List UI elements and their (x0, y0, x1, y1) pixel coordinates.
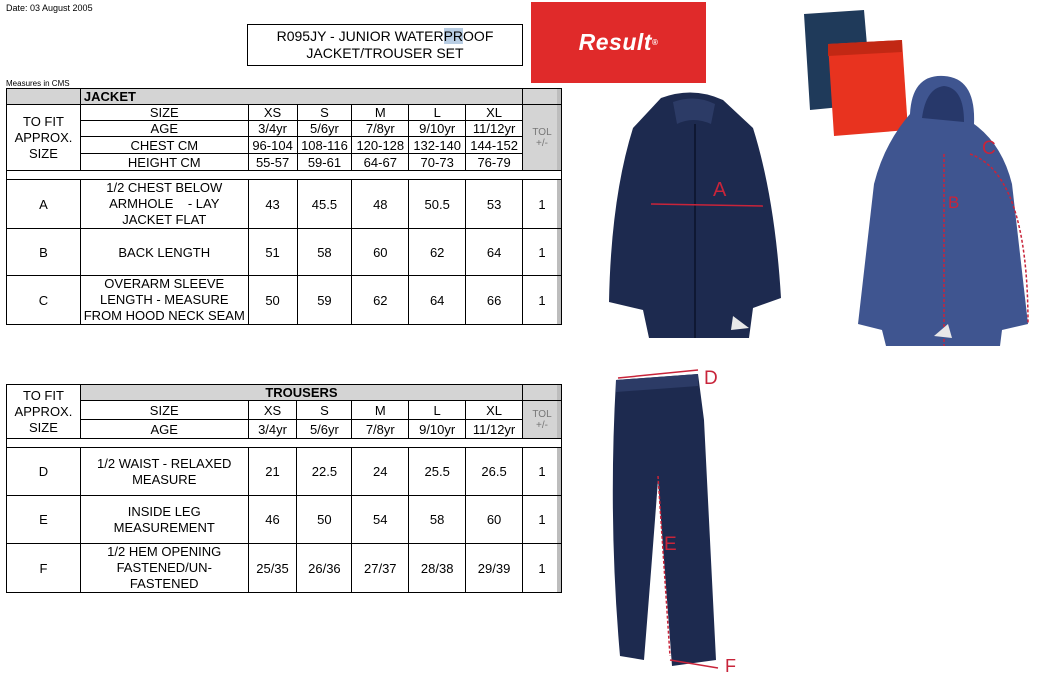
spec-label: HEIGHT CM (80, 154, 248, 171)
tol-value: 1 (523, 496, 562, 544)
size-cell: XL (466, 401, 523, 420)
measure-code: B (7, 229, 81, 276)
measure-value: 28/38 (409, 544, 466, 593)
spec-label: CHEST CM (80, 137, 248, 154)
jacket-tol-header (523, 105, 562, 171)
chest-cell: 132-140 (409, 137, 466, 154)
trousers-image (598, 360, 748, 676)
label-c: C (982, 138, 996, 159)
tol-value: 1 (523, 180, 562, 229)
label-e: E (664, 534, 677, 555)
jacket-corner (7, 89, 81, 105)
measure-value: 59 (297, 276, 352, 325)
title-line-1 (248, 28, 522, 45)
tol-line: TOL (532, 408, 552, 420)
measure-value: 48 (352, 180, 409, 229)
size-cell: L (409, 105, 466, 121)
age-cell: 9/10yr (409, 121, 466, 137)
age-cell: 9/10yr (409, 420, 466, 439)
height-cell: 70-73 (409, 154, 466, 171)
measure-desc (80, 180, 248, 229)
measure-desc (80, 544, 248, 593)
measure-value: 26.5 (466, 448, 523, 496)
jacket-front-image (603, 88, 785, 344)
fit-line: TO FIT (22, 387, 64, 403)
measure-value: 45.5 (297, 180, 352, 229)
trousers-section-title: TROUSERS (80, 385, 522, 401)
measure-value: 46 (248, 496, 297, 544)
measure-value: 50 (297, 496, 352, 544)
table-spacer (7, 439, 562, 448)
desc-line: MEASUREMENT (113, 519, 215, 535)
measure-value: 58 (409, 496, 466, 544)
tol-line: +/- (536, 419, 548, 431)
measure-value: 22.5 (297, 448, 352, 496)
label-d: D (704, 368, 718, 389)
fit-line: SIZE (29, 419, 58, 435)
measure-code: A (7, 180, 81, 229)
size-cell: S (297, 401, 352, 420)
jacket-fit-label (7, 105, 81, 171)
desc-line: INSIDE LEG (127, 503, 201, 519)
spec-label: SIZE (80, 105, 248, 121)
label-b: B (948, 193, 960, 212)
size-cell: M (352, 105, 409, 121)
desc-line: FASTENED (129, 576, 199, 591)
measure-value: 62 (352, 276, 409, 325)
measure-code: E (7, 496, 81, 544)
tol-line: +/- (536, 137, 548, 149)
height-cell: 64-67 (352, 154, 409, 171)
desc-line: FROM HOOD NECK SEAM (83, 308, 245, 323)
size-cell: L (409, 401, 466, 420)
age-cell: 3/4yr (248, 420, 297, 439)
age-cell: 7/8yr (352, 121, 409, 137)
measure-value: 25/35 (248, 544, 297, 593)
height-cell: 55-57 (248, 154, 297, 171)
title-part: OOF (463, 28, 494, 44)
fit-line: SIZE (29, 145, 58, 161)
size-cell: XS (248, 401, 297, 420)
brand-logo (531, 2, 706, 83)
size-cell: XS (248, 105, 297, 121)
title-highlight: PR (443, 28, 464, 44)
measure-value: 60 (466, 496, 523, 544)
desc-line: FASTENED/UN- (116, 560, 212, 575)
label-a: A (713, 179, 727, 201)
brand-mark: ® (651, 38, 659, 47)
measure-value: 25.5 (409, 448, 466, 496)
height-cell: 59-61 (297, 154, 352, 171)
age-cell: 11/12yr (466, 121, 523, 137)
measure-value: 27/37 (352, 544, 409, 593)
table-spacer (7, 171, 562, 180)
measure-desc: BACK LENGTH (80, 229, 248, 276)
measure-value: 64 (409, 276, 466, 325)
measure-value: 62 (409, 229, 466, 276)
size-cell: M (352, 401, 409, 420)
trousers-tol-header (523, 401, 562, 439)
measure-value: 54 (352, 496, 409, 544)
measure-value: 26/36 (297, 544, 352, 593)
spec-label: AGE (80, 121, 248, 137)
desc-line: JACKET FLAT (122, 212, 207, 227)
document-title (247, 24, 523, 66)
tol-value: 1 (523, 448, 562, 496)
size-cell: S (297, 105, 352, 121)
age-cell: 5/6yr (297, 121, 352, 137)
desc-line: LENGTH - MEASURE (99, 292, 229, 307)
measure-desc (80, 496, 248, 544)
measure-value: 64 (466, 229, 523, 276)
measure-value: 58 (297, 229, 352, 276)
measure-desc (80, 448, 248, 496)
measure-value: 66 (466, 276, 523, 325)
measure-value: 29/39 (466, 544, 523, 593)
measure-value: 53 (466, 180, 523, 229)
chest-cell: 96-104 (248, 137, 297, 154)
measure-code: D (7, 448, 81, 496)
measure-value: 50.5 (409, 180, 466, 229)
height-cell: 76-79 (466, 154, 523, 171)
size-cell: XL (466, 105, 523, 121)
desc-line: 1/2 WAIST - RELAXED (97, 455, 232, 471)
chest-cell: 108-116 (297, 137, 352, 154)
age-cell: 11/12yr (466, 420, 523, 439)
tol-value: 1 (523, 544, 562, 593)
age-cell: 3/4yr (248, 121, 297, 137)
age-cell: 7/8yr (352, 420, 409, 439)
trousers-body (613, 374, 716, 666)
measure-value: 60 (352, 229, 409, 276)
desc-line: 1/2 HEM OPENING (107, 544, 222, 559)
fit-line: APPROX. (14, 403, 73, 419)
desc-line: 1/2 CHEST BELOW (106, 180, 223, 195)
tol-value: 1 (523, 276, 562, 325)
trousers-fit-label (7, 385, 81, 439)
brand-name: Result (578, 29, 652, 55)
desc-line: ARMHOLE - LAY (109, 196, 220, 211)
spec-label: AGE (80, 420, 248, 439)
trousers-tol-cap (523, 385, 562, 401)
tol-value: 1 (523, 229, 562, 276)
spec-label: SIZE (80, 401, 248, 420)
label-f: F (725, 656, 736, 676)
age-cell: 5/6yr (297, 420, 352, 439)
measure-code: F (7, 544, 81, 593)
title-part: R095JY - JUNIOR WATER (276, 28, 444, 44)
measure-value: 21 (248, 448, 297, 496)
chest-cell: 144-152 (466, 137, 523, 154)
chest-cell: 120-128 (352, 137, 409, 154)
document-date: Date: 03 August 2005 (6, 3, 93, 13)
measure-desc (80, 276, 248, 325)
desc-line: OVERARM SLEEVE (104, 276, 225, 291)
measure-value: 24 (352, 448, 409, 496)
measures-note: Measures in CMS (6, 79, 70, 88)
fit-line: TO FIT (22, 113, 64, 129)
measure-value: 51 (248, 229, 297, 276)
tol-line: TOL (532, 126, 552, 138)
jacket-tol-cap (523, 89, 562, 105)
title-line-2: JACKET/TROUSER SET (306, 45, 464, 61)
measure-value: 50 (248, 276, 297, 325)
fit-line: APPROX. (14, 129, 73, 145)
measure-code: C (7, 276, 81, 325)
jacket-table (6, 88, 562, 325)
desc-line: MEASURE (132, 471, 197, 487)
measure-value: 43 (248, 180, 297, 229)
jacket-back-image (852, 74, 1032, 350)
trousers-table (6, 384, 562, 593)
jacket-section-title: JACKET (80, 89, 522, 105)
